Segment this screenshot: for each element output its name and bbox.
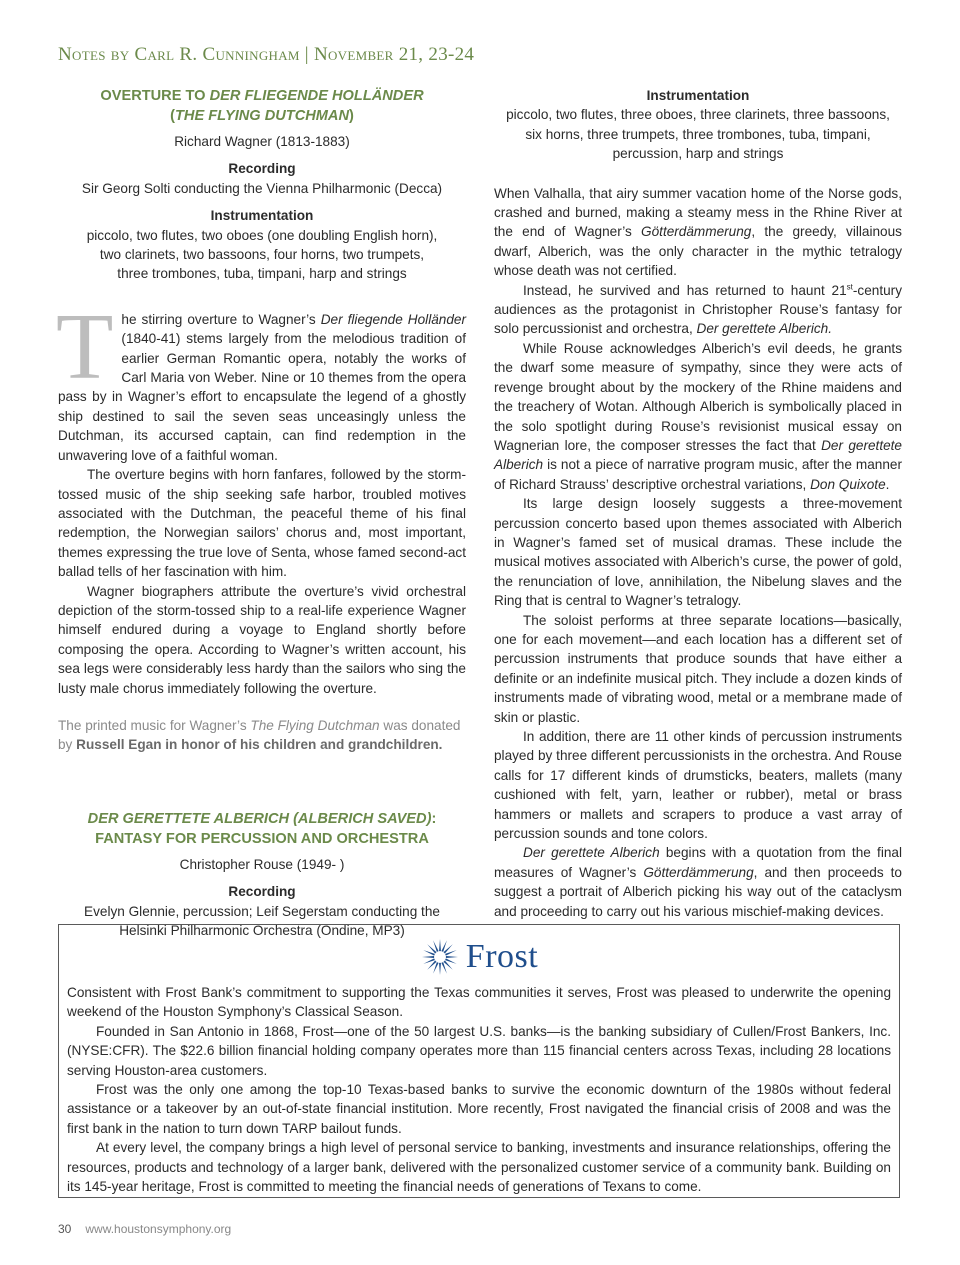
italic-run: Der gerettete Alberich — [494, 437, 902, 473]
recording-heading: Recording — [228, 161, 296, 177]
title-text: FANTASY FOR PERCUSSION AND ORCHESTRA — [95, 830, 429, 847]
instr-line: six horns, three trumpets, three trombones, tuba, timpani, — [525, 126, 871, 142]
starburst-ray — [446, 956, 458, 958]
title-italic: DER GERETTETE ALBERICH (ALBERICH SAVED) — [87, 810, 432, 827]
composer-line: Richard Wagner (1813-1883) — [174, 134, 350, 149]
instr-line: three trombones, tuba, timpani, harp and strings — [117, 266, 407, 282]
text-run: (1840-41) stems largely from the melodious tradition of earlier German Romantic opera, notably the works of Carl Maria von Weber. Nine or 10 themes from the opera pass by in Wagner’s effort to encapsulate the legend of a ghostly ship destined to sail the seven seas unceasingly unless the Dutchman, its accursed captain, can find redemption in the unwavering love of a faithful woman. — [58, 331, 466, 463]
sponsor-paragraph: Consistent with Frost Bank’s commitment to supporting the Texas communities it serves, Frost was pleased to underwrite the opening weekend of the Houston Symphony’s Classical Season. — [67, 985, 891, 1020]
title-text: OVERTURE TO — [100, 88, 210, 104]
frost-logo — [59, 935, 899, 979]
italic-run: Der fliegende Holländer — [320, 311, 466, 327]
recording-text: Sir Georg Solti conducting the Vienna Philharmonic (Decca) — [81, 180, 443, 196]
piece-title-alberich — [58, 809, 466, 849]
instrumentation-heading: Instrumentation — [646, 88, 750, 103]
text-run: is not a piece of narrative program music, after the manner of Richard Strauss’ descriptive orchestral variations, — [494, 457, 902, 492]
body-paragraph — [494, 843, 902, 921]
instr-line: two clarinets, two bassoons, four horns, two trumpets, — [99, 247, 425, 263]
italic-run: Der gerettete Alberich — [523, 845, 660, 861]
body-paragraph: Its large design loosely suggests a three-movement percussion concerto based upon themes associated with Alberich in Wagner’s famed set of musical dramas. These include the musical motives associated with Alberich’s curse, the power of gold, the renunciation of love, annihilation, the Nibelung slaves and the Ring that is central to Wagner’s tetralogy. — [494, 496, 902, 609]
right-column — [494, 86, 902, 921]
text-run: When Valhalla, that airy summer vacation home of the Norse gods, crashed and burned, making a steamy mess in the Rhine River at the end of Wagner’s — [494, 185, 902, 240]
text-run: was donated by — [58, 717, 461, 753]
piece-title-overture — [58, 86, 466, 126]
body-paragraph — [494, 184, 902, 281]
body-paragraph: The overture begins with horn fanfares, followed by the storm-tossed music of the ship seeking safe harbor, troubled motives associated with the Dutchman, the peaceful theme of his final redemption, the Norwegian sailors’ chorus and, most important, themes expressing the true love of Senta, whose famed second-act ballad tells of her fascination with him. — [58, 467, 466, 580]
recording-heading: Recording — [228, 884, 296, 900]
composer-line: Christopher Rouse (1949- ) — [179, 856, 345, 872]
donation-note — [58, 716, 466, 755]
body-paragraph: The soloist performs at three separate locations—basically, one for each movement—and each location has a different set of percussion instruments that produce sounds that have either a definite or an indefinite musical pitch. They include a dozen kinds of instruments made of vibrating wood, metal or a membrane made of skin or plastic. — [494, 612, 902, 725]
instr-line: piccolo, two flutes, two oboes (one doubling English horn), — [86, 227, 438, 243]
instrumentation-text — [58, 226, 466, 284]
text-run: he stirring overture to Wagner’s — [121, 311, 321, 327]
superscript: st — [846, 282, 853, 292]
donor-name: Russell Egan in honor of his children and grandchildren. — [76, 737, 443, 753]
italic-run: Don Quixote — [810, 476, 886, 492]
sponsor-paragraph: At every level, the company brings a high level of personal service to banking, investments and insurance relationships, offering the resources, products and technology of a larger bank, delivered with the personalized customer service of a community bank. Building on its 145-year heritage, Frost is committed to meeting the financial needs of generations of Texans to come. — [67, 1140, 891, 1195]
instr-line: percussion, harp and strings — [612, 146, 784, 162]
instrumentation-text — [494, 105, 902, 163]
left-column — [58, 86, 466, 948]
title-paren-close: ) — [349, 108, 354, 124]
title-italic-2: THE FLYING DUTCHMAN — [174, 108, 350, 124]
body-paragraph — [494, 339, 902, 494]
drop-cap: T — [56, 294, 114, 399]
text-run: The printed music for Wagner’s — [58, 717, 251, 733]
title-paren-open: ( — [170, 108, 175, 124]
italic-run: Götterdämmerung — [643, 864, 754, 880]
starburst-ray — [439, 939, 441, 951]
frost-logo-word: Frost — [465, 938, 539, 976]
rec-line: Evelyn Glennie, percussion; Leif Segerstam conducting the — [84, 903, 440, 919]
sponsor-paragraph: Founded in San Antonio in 1868, Frost—one of the 50 largest U.S. banks—is the banking subsidiary of Cullen/Frost Bankers, Inc. (NYSE:CFR). The $22.6 billion financial holding company operates more than 115 financial centers across Texas, including 28 locations serving Houston-area customers. — [67, 1023, 891, 1078]
body-paragraph: In addition, there are 11 other kinds of percussion instruments played by three different percussionists in the orchestra. And Rouse calls for 17 different kinds of drumsticks, beaters, mallets (many cushioned with felt, yarn, leather or rubber), metal or brass hammers or mallets and scrapers to produce a vast array of percussion sounds and tone colors. — [494, 729, 902, 842]
rec-line: Helsinki Philharmonic Orchestra (Ondine, MP3) — [119, 923, 405, 938]
text-run: -century audiences as the protagonist in Christopher Rouse’s fantasy for solo percussionist and orchestra, — [494, 282, 902, 337]
page-number: 30 — [58, 1222, 72, 1236]
starburst-ray — [439, 963, 441, 975]
starburst-ray — [422, 956, 434, 958]
sponsor-box — [58, 924, 900, 1198]
text-run: Instead, he survived and has returned to haunt 21 — [523, 282, 847, 298]
title-colon: : — [431, 810, 437, 827]
body-paragraph — [56, 294, 466, 465]
text-run: , and then proceeds to suggest a portrait of Alberich picking his way out of the cataclysm and proceeding to carry out his various mischief-making devices. — [494, 864, 902, 919]
sponsor-paragraph: Frost was the only one among the top-10 Texas-based banks to survive the economic downturn of the 1980s without federal assistance or a takeover by an out-of-state financial institution. More recently, Frost navigated the financial crisis of 2008 and was the first bank in the nation to turn down TARP bailout funds. — [67, 1082, 891, 1136]
text-run: , the greedy, villainous dwarf, Alberich, was the only character in the mythic tetralogy whose death was not certified. — [494, 224, 902, 279]
body-paragraph: Wagner biographers attribute the overture’s vivid orchestral depiction of the storm-tossed ship to a real-life experience Wagner himself endured during a voyage to England shortly before composing the opera. According to Wagner’s written account, his sea legs were considerably less hardy than the sailors who sing the lusty male chorus immediately following the overture. — [58, 583, 466, 696]
instr-line: piccolo, two flutes, three oboes, three clarinets, three bassoons, — [506, 107, 890, 123]
italic-run: Der gerettete Alberich. — [696, 321, 832, 337]
italic-run: Götterdämmerung — [641, 224, 752, 240]
text-run: While Rouse acknowledges Alberich’s evil deeds, he grants the dwarf some measure of sympathy, since they were acts of revenge brought about by the mockery of the Rhine maidens and the treachery of Wotan. Although Alberich is symbolically placed in the solo spotlight during Rouse’s revisionist musical essay on Wagnerian lore, the composer stresses the fact that — [494, 340, 902, 453]
text-run: . — [885, 476, 890, 492]
text-run: begins with a quotation from the final measures of Wagner’s — [494, 845, 902, 880]
body-paragraph — [494, 281, 902, 339]
title-italic: DER FLIEGENDE HOLLÄNDER — [209, 88, 424, 104]
running-head: Notes by Carl R. Cunningham | November 21, 23-24 — [58, 44, 475, 65]
footer-url[interactable]: www.houstonsymphony.org — [85, 1222, 232, 1236]
page-footer — [58, 1222, 231, 1236]
instrumentation-heading: Instrumentation — [210, 208, 314, 224]
italic-run: The Flying Dutchman — [250, 717, 380, 733]
frost-starburst-icon — [420, 937, 460, 977]
